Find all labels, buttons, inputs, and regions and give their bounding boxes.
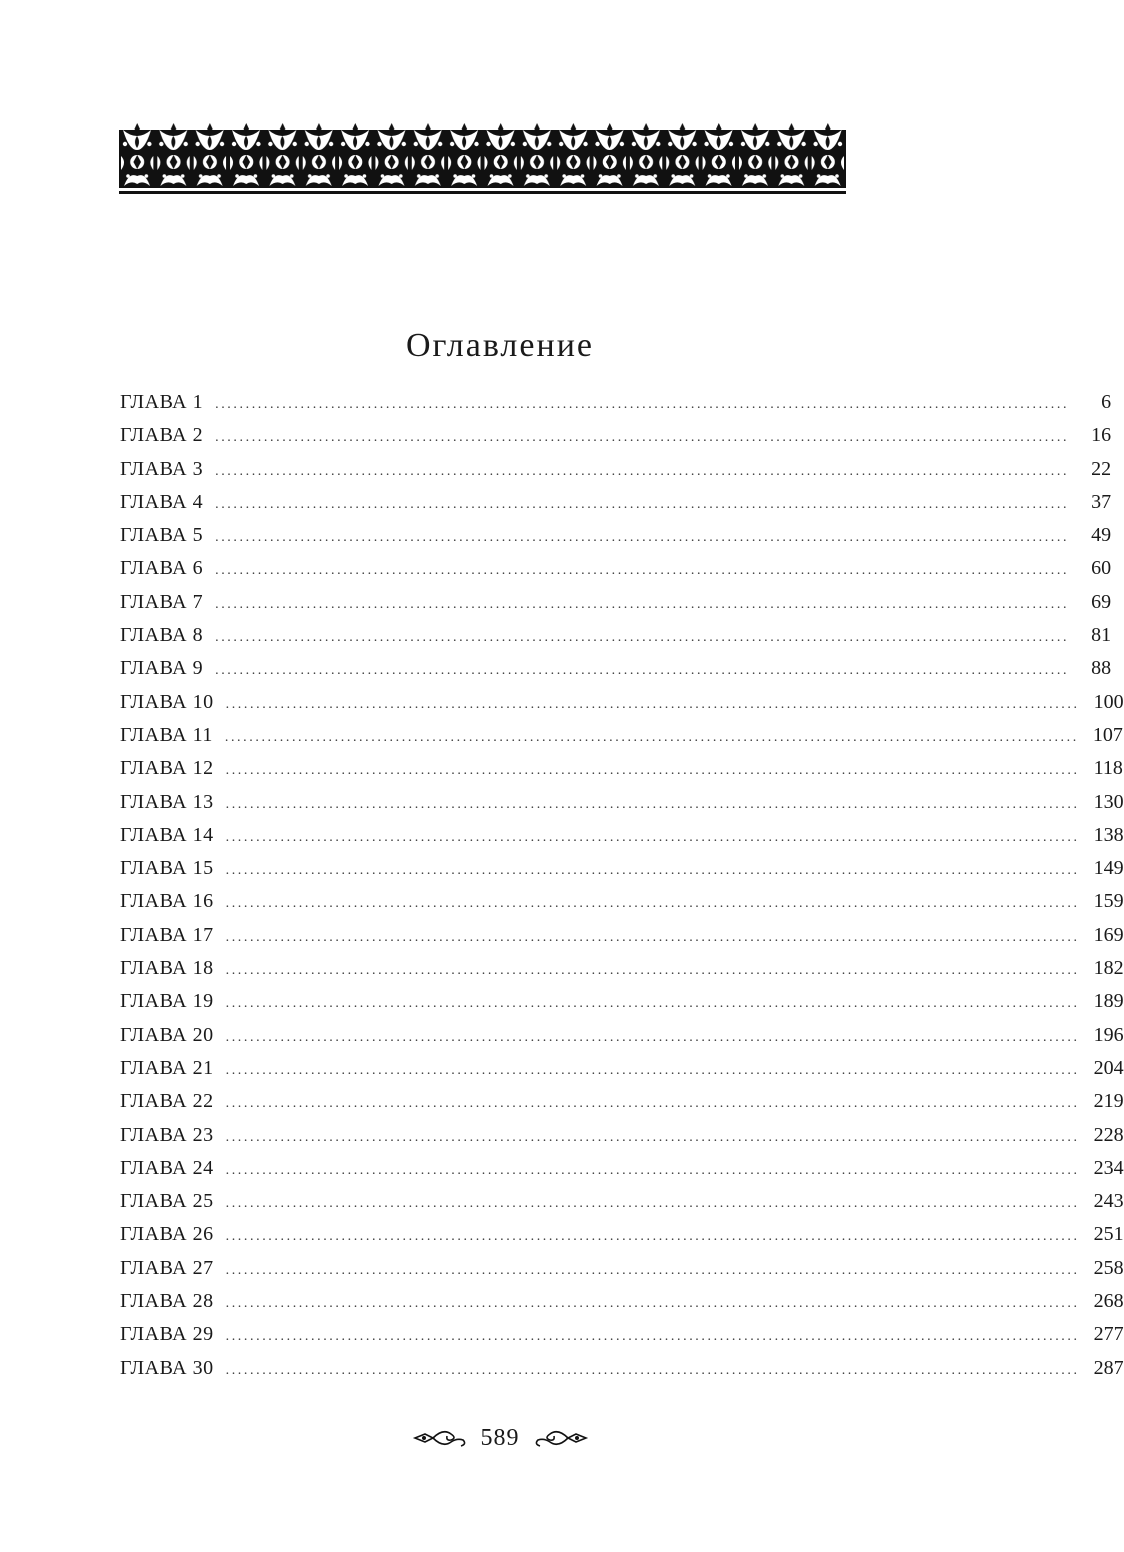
dot-leader: ............................................................................................................................................ bbox=[225, 1296, 1080, 1312]
dot-leader: ............................................................................................................................................ bbox=[225, 1229, 1080, 1245]
toc-entry bbox=[120, 586, 1112, 619]
dot-leader: ............................................................................................................................................ bbox=[225, 796, 1080, 812]
toc-entry bbox=[120, 1252, 1124, 1285]
toc-entry-label: ГЛАВА 27 bbox=[120, 1256, 214, 1279]
toc-entry-label: ГЛАВА 22 bbox=[120, 1090, 214, 1113]
toc-entry-page: 189 bbox=[1093, 990, 1124, 1013]
toc-entry-page: 204 bbox=[1093, 1056, 1124, 1079]
dot-leader: ............................................................................................................................................ bbox=[225, 1362, 1080, 1378]
toc-entry bbox=[120, 1318, 1124, 1351]
dot-leader: ............................................................................................................................................ bbox=[225, 963, 1080, 979]
toc-entry-page: 182 bbox=[1093, 957, 1124, 980]
toc-entry-label: ГЛАВА 3 bbox=[120, 457, 204, 480]
dot-leader: ............................................................................................................................................ bbox=[225, 829, 1080, 845]
toc-entry-label: ГЛАВА 2 bbox=[120, 424, 204, 447]
dot-leader: ............................................................................................................................................ bbox=[215, 663, 1070, 679]
toc-entry-label: ГЛАВА 12 bbox=[120, 757, 214, 780]
page-footer bbox=[0, 1420, 1000, 1456]
toc-entry-label: ГЛАВА 14 bbox=[120, 823, 214, 846]
toc-entry-label: ГЛАВА 29 bbox=[120, 1323, 214, 1346]
toc-entry bbox=[120, 453, 1112, 486]
toc-entry bbox=[120, 1085, 1124, 1118]
toc-entry-page: 258 bbox=[1093, 1256, 1124, 1279]
toc-entry-page: 81 bbox=[1091, 624, 1112, 647]
toc-entry bbox=[120, 852, 1124, 885]
toc-entry-label: ГЛАВА 19 bbox=[120, 990, 214, 1013]
toc-entry bbox=[120, 552, 1112, 585]
toc-entry-label: ГЛАВА 4 bbox=[120, 490, 204, 513]
toc-entry-label: ГЛАВА 8 bbox=[120, 624, 204, 647]
dot-leader: ............................................................................................................................................ bbox=[215, 530, 1070, 546]
toc-entry bbox=[120, 1185, 1124, 1218]
toc-entry bbox=[120, 686, 1124, 719]
dot-leader: ............................................................................................................................................ bbox=[225, 763, 1080, 779]
toc-entry bbox=[120, 786, 1124, 819]
toc-entry-label: ГЛАВА 20 bbox=[120, 1023, 214, 1046]
toc-entry-label: ГЛАВА 28 bbox=[120, 1290, 214, 1313]
dot-leader: ............................................................................................................................................ bbox=[215, 630, 1070, 646]
toc-entry-label: ГЛАВА 15 bbox=[120, 857, 214, 880]
toc-entry bbox=[120, 719, 1123, 752]
toc-entry bbox=[120, 386, 1112, 419]
dot-leader: ............................................................................................................................................ bbox=[225, 1262, 1080, 1278]
toc-entry-page: 169 bbox=[1093, 923, 1124, 946]
toc-entry bbox=[120, 985, 1124, 1018]
toc-entry bbox=[120, 919, 1124, 952]
toc-entry-label: ГЛАВА 16 bbox=[120, 890, 214, 913]
toc-entry-page: 118 bbox=[1093, 757, 1123, 780]
toc-entry-page: 69 bbox=[1091, 590, 1112, 613]
toc-entry-page: 16 bbox=[1091, 424, 1112, 447]
page-number: 589 bbox=[480, 1424, 520, 1451]
toc-entry-page: 277 bbox=[1093, 1323, 1124, 1346]
toc-entry-page: 22 bbox=[1091, 457, 1112, 480]
table-of-contents bbox=[120, 386, 1124, 1385]
arabesque-border-ornament-icon bbox=[119, 120, 846, 196]
toc-entry-page: 60 bbox=[1091, 557, 1112, 580]
toc-entry bbox=[120, 819, 1124, 852]
toc-entry-label: ГЛАВА 23 bbox=[120, 1123, 214, 1146]
toc-entry-label: ГЛАВА 1 bbox=[120, 391, 204, 413]
toc-entry-label: ГЛАВА 7 bbox=[120, 590, 204, 613]
toc-entry-page: 251 bbox=[1093, 1223, 1124, 1246]
toc-entry-label: ГЛАВА 25 bbox=[120, 1190, 214, 1213]
toc-entry-page: 234 bbox=[1093, 1156, 1124, 1179]
dot-leader: ............................................................................................................................................ bbox=[225, 896, 1080, 912]
toc-entry bbox=[120, 652, 1112, 685]
dot-leader: ............................................................................................................................................ bbox=[225, 1062, 1080, 1078]
dot-leader: ............................................................................................................................................ bbox=[215, 596, 1070, 612]
dot-leader: ............................................................................................................................................ bbox=[215, 397, 1070, 412]
toc-entry bbox=[120, 1152, 1124, 1185]
dot-leader: ............................................................................................................................................ bbox=[225, 696, 1080, 712]
flourish-right-icon bbox=[532, 1426, 588, 1450]
dot-leader: ............................................................................................................................................ bbox=[225, 996, 1080, 1012]
toc-entry-label: ГЛАВА 9 bbox=[120, 657, 204, 680]
toc-entry bbox=[120, 1019, 1124, 1052]
toc-entry-page: 6 bbox=[1101, 391, 1112, 413]
toc-entry-page: 159 bbox=[1093, 890, 1124, 913]
toc-entry-label: ГЛАВА 18 bbox=[120, 957, 214, 980]
toc-entry bbox=[120, 419, 1112, 452]
toc-entry bbox=[120, 1285, 1124, 1318]
dot-leader: ............................................................................................................................................ bbox=[215, 463, 1070, 479]
toc-entry bbox=[120, 519, 1112, 552]
toc-entry bbox=[120, 952, 1124, 985]
toc-entry-page: 88 bbox=[1091, 657, 1112, 680]
toc-entry-page: 219 bbox=[1093, 1090, 1124, 1113]
toc-entry-label: ГЛАВА 30 bbox=[120, 1356, 214, 1379]
dot-leader: ............................................................................................................................................ bbox=[215, 496, 1070, 512]
dot-leader: ............................................................................................................................................ bbox=[215, 563, 1070, 579]
toc-entry-page: 228 bbox=[1093, 1123, 1124, 1146]
toc-entry bbox=[120, 1119, 1124, 1152]
toc-entry-label: ГЛАВА 5 bbox=[120, 524, 204, 547]
toc-entry-page: 149 bbox=[1093, 857, 1124, 880]
toc-entry-label: ГЛАВА 13 bbox=[120, 790, 214, 813]
toc-entry-label: ГЛАВА 24 bbox=[120, 1156, 214, 1179]
page-title: Оглавление bbox=[406, 326, 594, 364]
toc-entry-page: 37 bbox=[1091, 490, 1112, 513]
dot-leader: ............................................................................................................................................ bbox=[224, 729, 1079, 745]
toc-entry-page: 107 bbox=[1092, 723, 1123, 746]
toc-entry-label: ГЛАВА 10 bbox=[120, 690, 214, 713]
toc-entry bbox=[120, 486, 1112, 519]
dot-leader: ............................................................................................................................................ bbox=[225, 929, 1080, 945]
toc-entry-label: ГЛАВА 26 bbox=[120, 1223, 214, 1246]
dot-leader: ............................................................................................................................................ bbox=[225, 1329, 1080, 1345]
toc-entry bbox=[120, 752, 1123, 785]
dot-leader: ............................................................................................................................................ bbox=[225, 1129, 1080, 1145]
toc-entry-page: 287 bbox=[1093, 1356, 1124, 1379]
toc-entry-page: 49 bbox=[1091, 524, 1112, 547]
toc-entry bbox=[120, 1352, 1124, 1385]
toc-entry-page: 130 bbox=[1093, 790, 1124, 813]
dot-leader: ............................................................................................................................................ bbox=[225, 863, 1080, 879]
toc-entry-label: ГЛАВА 11 bbox=[120, 723, 213, 746]
toc-entry bbox=[120, 1052, 1124, 1085]
toc-entry-page: 196 bbox=[1093, 1023, 1124, 1046]
toc-entry bbox=[120, 1218, 1124, 1251]
toc-entry-label: ГЛАВА 17 bbox=[120, 923, 214, 946]
toc-entry-page: 138 bbox=[1093, 823, 1124, 846]
toc-entry-label: ГЛАВА 6 bbox=[120, 557, 204, 580]
flourish-left-icon bbox=[413, 1426, 469, 1450]
toc-entry bbox=[120, 885, 1124, 918]
dot-leader: ............................................................................................................................................ bbox=[225, 1196, 1080, 1212]
dot-leader: ............................................................................................................................................ bbox=[225, 1162, 1080, 1178]
toc-entry-page: 243 bbox=[1093, 1190, 1124, 1213]
toc-entry bbox=[120, 619, 1112, 652]
toc-entry-label: ГЛАВА 21 bbox=[120, 1056, 214, 1079]
toc-entry-page: 100 bbox=[1093, 690, 1124, 713]
toc-entry-page: 268 bbox=[1093, 1290, 1124, 1313]
dot-leader: ............................................................................................................................................ bbox=[225, 1096, 1080, 1112]
dot-leader: ............................................................................................................................................ bbox=[215, 430, 1070, 446]
dot-leader: ............................................................................................................................................ bbox=[225, 1029, 1080, 1045]
